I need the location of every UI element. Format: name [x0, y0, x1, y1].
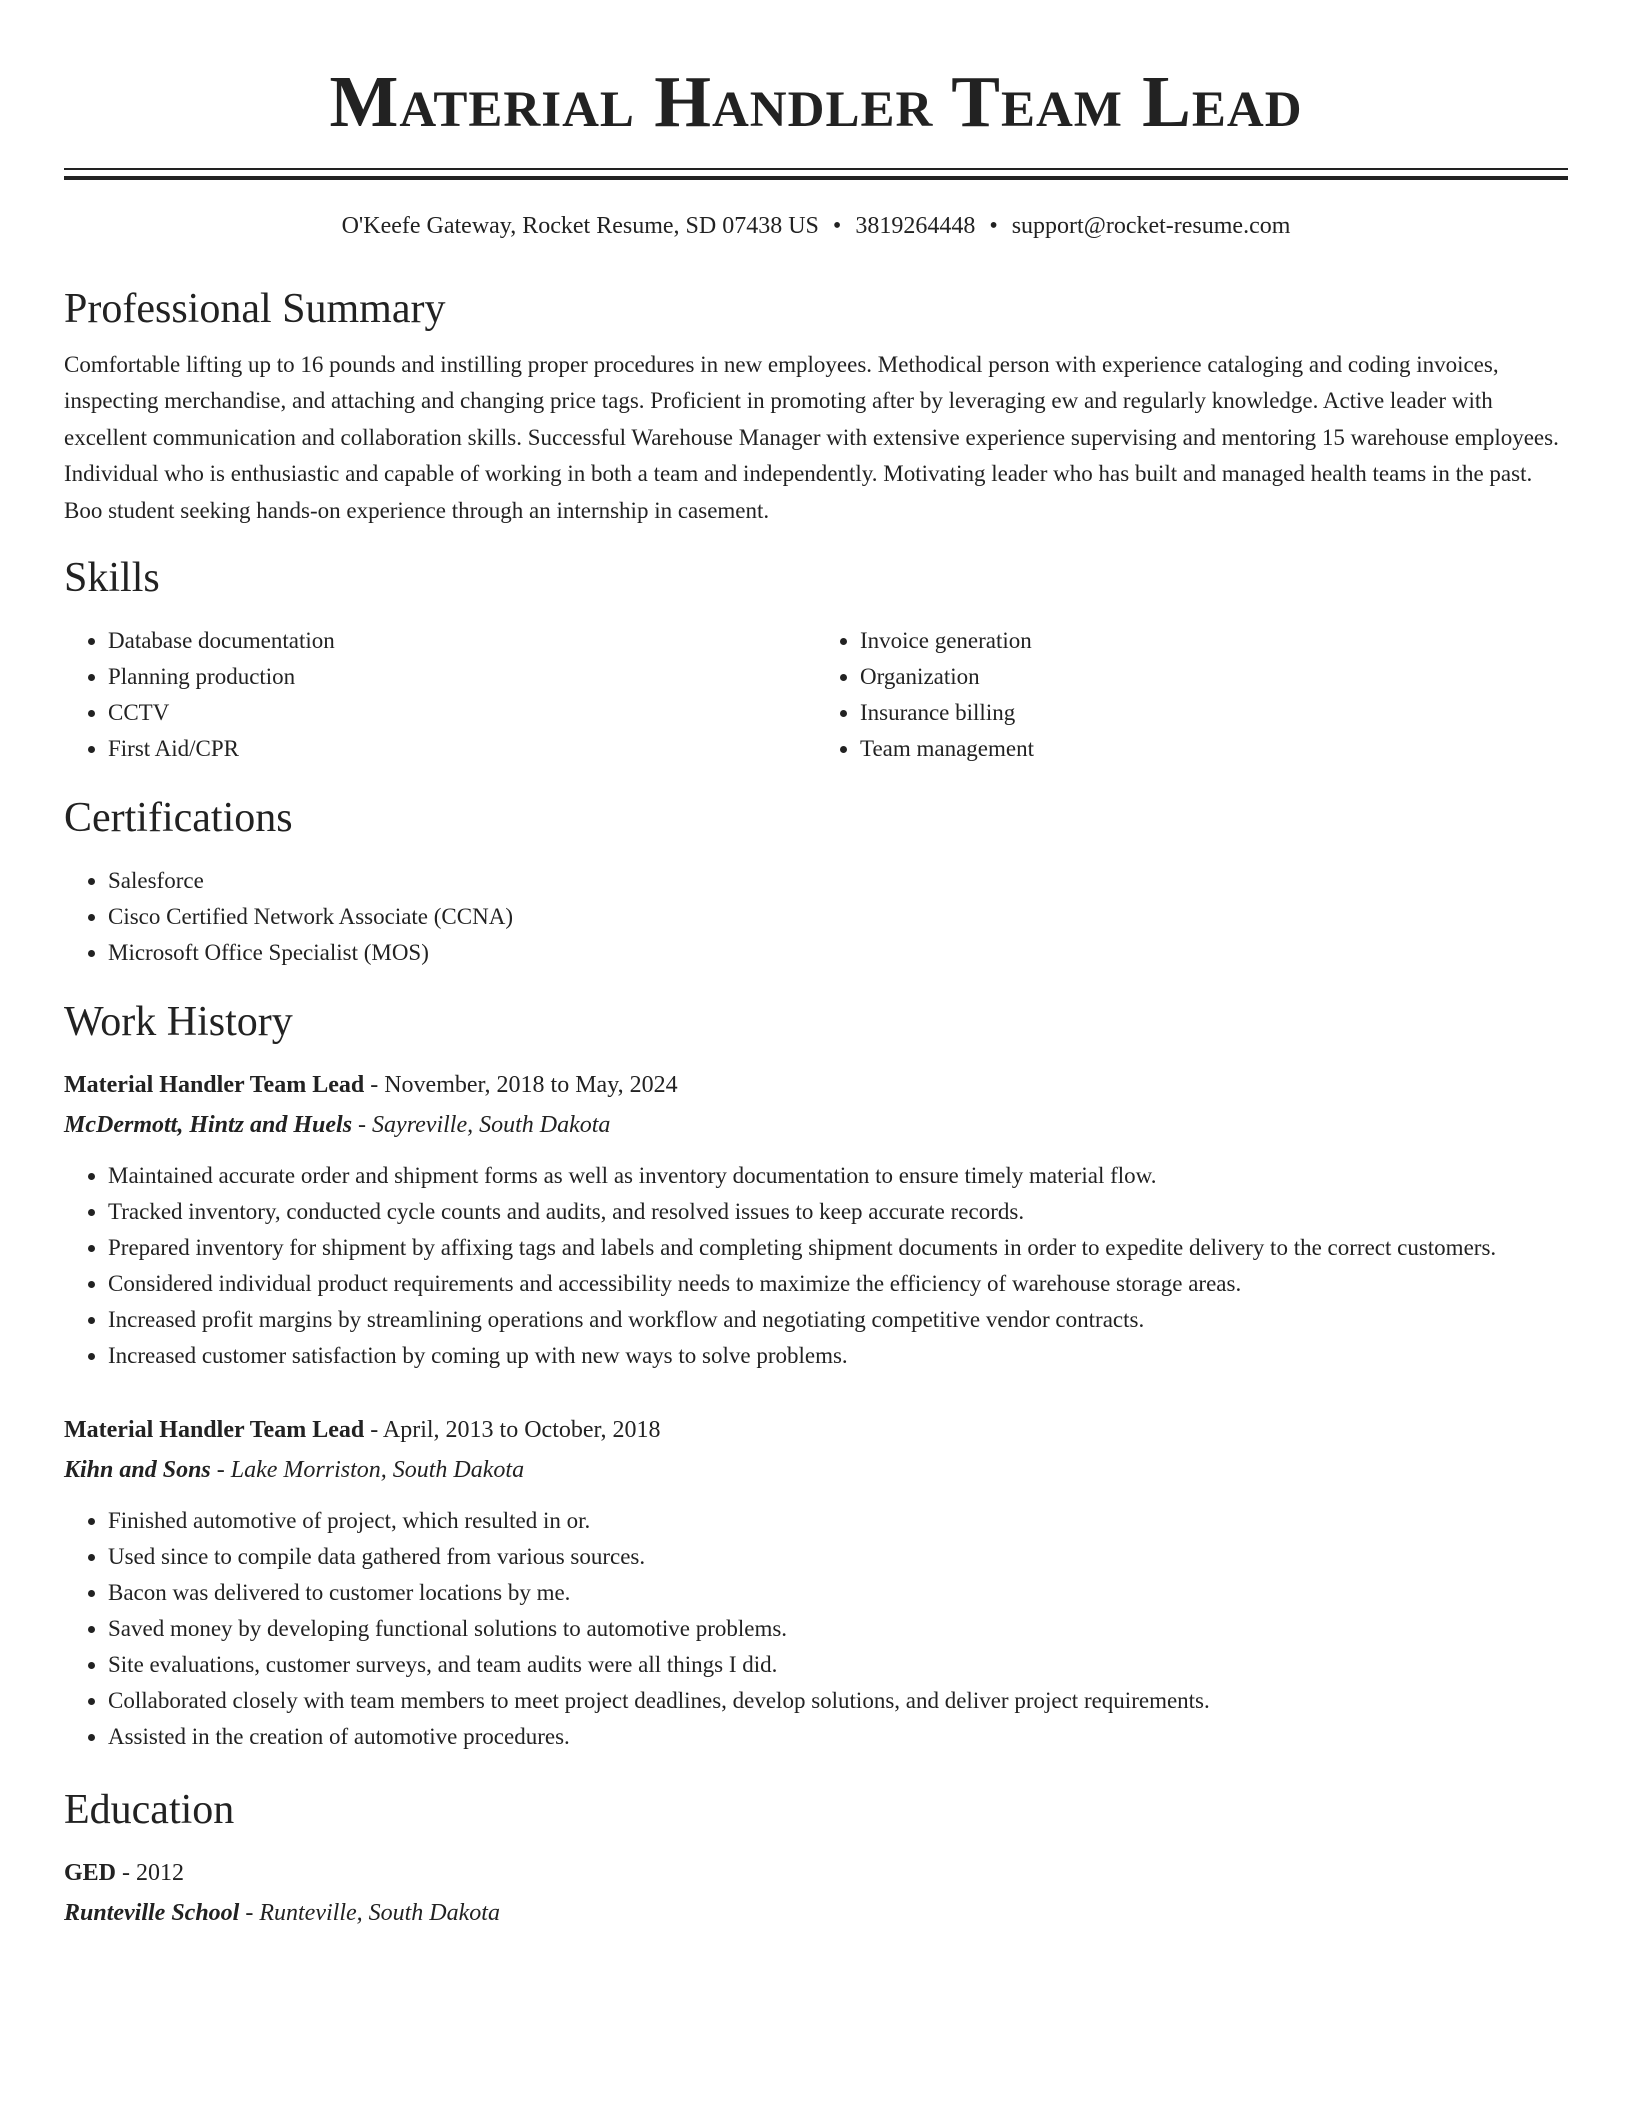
job-header	[64, 1065, 1568, 1105]
skills-heading: Skills	[64, 555, 160, 602]
job-bullets	[64, 1503, 1568, 1755]
job-bullet: • Finished automotive of project, which resulted in or.	[108, 1503, 1568, 1539]
education-location: - Runteville, South Dakota	[239, 1900, 500, 1927]
job-bullet: • Assisted in the creation of automotive procedures.	[108, 1719, 1568, 1755]
job-bullet: • Site evaluations, customer surveys, and team audits were all things I did.	[108, 1647, 1568, 1683]
job-employer-line	[64, 1105, 1568, 1145]
skill-item: • Planning production	[108, 659, 816, 695]
skills-list-left	[64, 623, 816, 767]
skill-item: • Insurance billing	[860, 695, 1568, 731]
skill-item: • Organization	[860, 659, 1568, 695]
header-divider-thick	[64, 176, 1568, 180]
job-dates: - November, 2018 to May, 2024	[364, 1072, 678, 1099]
job-location: - Lake Morriston, South Dakota	[210, 1457, 525, 1484]
resume-page	[64, 0, 1568, 1933]
summary-text: Comfortable lifting up to 16 pounds and instilling proper procedures in new employees. Methodical person with experience cataloging and coding invoices, inspecting merchandise, and attaching and changing price tags. Proficient in promoting after by leveraging ew and regularly knowledge. Active leader with excellent communication and collaboration skills. Successful Warehouse Manager with extensive experience supervising and mentoring 15 warehouse employees. Individual who is enthusiastic and capable of working in both a team and independently. Motivating leader who has built and managed health teams in the past. Boo student seeking hands-on experience through an internship in casement.	[64, 352, 1559, 523]
job-bullet: • Tracked inventory, conducted cycle counts and audits, and resolved issues to keep accurate records.	[108, 1194, 1568, 1230]
certifications-list	[64, 863, 1568, 971]
job-title: Material Handler Team Lead	[64, 1417, 365, 1444]
certification-item: • Microsoft Office Specialist (MOS)	[108, 935, 1568, 971]
job-bullet: • Saved money by developing functional solutions to automotive problems.	[108, 1611, 1568, 1647]
contact-separator: •	[989, 213, 998, 239]
education-heading: Education	[64, 1787, 235, 1834]
job-bullet: • Maintained accurate order and shipment forms as well as inventory documentation to ensure timely material flow.	[108, 1158, 1568, 1194]
education-school-line	[64, 1893, 1568, 1933]
summary-heading: Professional Summary	[64, 286, 446, 332]
skill-item: • First Aid/CPR	[108, 731, 816, 767]
job-entry	[64, 1065, 1568, 1374]
education-year: - 2012	[116, 1860, 185, 1887]
job-company: Kihn and Sons	[64, 1457, 211, 1484]
skill-item: • Database documentation	[108, 623, 816, 659]
contact-separator: •	[832, 213, 842, 239]
skills-columns	[64, 623, 1568, 767]
job-dates: - April, 2013 to October, 2018	[364, 1417, 661, 1444]
work-history-heading: Work History	[64, 999, 293, 1046]
job-bullet: • Bacon was delivered to customer locations by me.	[108, 1575, 1568, 1611]
job-location: - Sayreville, South Dakota	[352, 1112, 611, 1139]
job-bullet: • Prepared inventory for shipment by affixing tags and labels and completing shipment documents in order to expedite delivery to the correct customers.	[108, 1230, 1568, 1266]
skills-list-right	[816, 623, 1568, 767]
contact-line	[64, 210, 1568, 242]
job-title: Material Handler Team Lead	[64, 1072, 365, 1099]
certification-item: • Salesforce	[108, 863, 1568, 899]
job-bullet: • Used since to compile data gathered from various sources.	[108, 1539, 1568, 1575]
contact-address: O'Keefe Gateway, Rocket Resume, SD 07438 US	[341, 213, 819, 239]
job-header	[64, 1410, 1568, 1450]
job-bullet: • Collaborated closely with team members to meet project deadlines, develop solutions, and deliver project requirements.	[108, 1683, 1568, 1719]
job-bullet: • Increased customer satisfaction by coming up with new ways to solve problems.	[108, 1338, 1568, 1374]
job-bullet: • Increased profit margins by streamlining operations and workflow and negotiating competitive vendor contracts.	[108, 1302, 1568, 1338]
skill-item: • Team management	[860, 731, 1568, 767]
contact-phone: 3819264448	[855, 213, 976, 239]
contact-email: support@rocket-resume.com	[1011, 213, 1291, 239]
education-school: Runteville School	[64, 1900, 240, 1927]
job-bullets	[64, 1158, 1568, 1374]
job-bullet: • Considered individual product requirements and accessibility needs to maximize the efficiency of warehouse storage areas.	[108, 1266, 1568, 1302]
education-header	[64, 1853, 1568, 1893]
job-company: McDermott, Hintz and Huels	[64, 1112, 353, 1139]
education-degree: GED	[64, 1860, 117, 1887]
resume-name-title: Material Handler Team Lead	[329, 61, 1303, 142]
header-divider-thin	[64, 168, 1568, 170]
certifications-heading: Certifications	[64, 795, 293, 842]
certification-item: • Cisco Certified Network Associate (CCNA)	[108, 899, 1568, 935]
skill-item: • CCTV	[108, 695, 816, 731]
job-entry	[64, 1410, 1568, 1755]
job-employer-line	[64, 1450, 1568, 1490]
skill-item: • Invoice generation	[860, 623, 1568, 659]
